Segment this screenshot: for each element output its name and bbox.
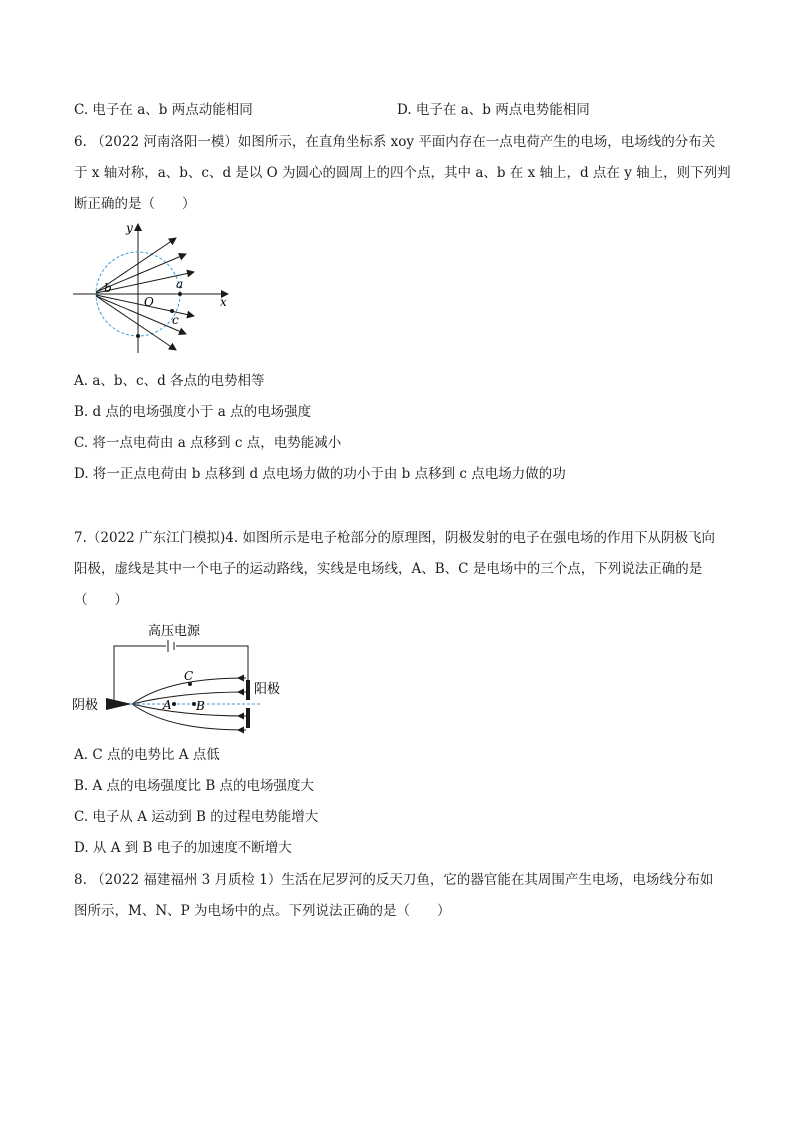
anode-plate-bottom <box>246 708 250 728</box>
q7-option-a: A. C 点的电势比 A 点低 <box>74 747 220 763</box>
q6-stem-line3: 断正确的是（ ） <box>74 196 196 212</box>
q7-stem-line3: （ ） <box>74 592 128 608</box>
label-C: C <box>184 669 194 683</box>
q7-option-b: B. A 点的电场强度比 B 点的电场强度大 <box>74 778 315 794</box>
q6-option-c: C. 将一点电荷由 a 点移到 c 点，电势能减小 <box>74 435 342 451</box>
point-a <box>178 292 182 296</box>
label-b: b <box>104 281 112 295</box>
q7-option-c: C. 电子从 A 运动到 B 的过程电势能增大 <box>74 809 319 825</box>
label-A: A <box>163 698 172 712</box>
cathode-label: 阴极 <box>72 698 99 713</box>
point-A <box>172 702 176 706</box>
high-voltage-source-label: 高压电源 <box>148 624 201 639</box>
q6-option-b: B. d 点的电场强度小于 a 点的电场强度 <box>74 404 312 420</box>
q6-option-a: A. a、b、c、d 各点的电势相等 <box>74 373 265 389</box>
anode-plate-top <box>246 680 250 700</box>
anode-label: 阳极 <box>254 682 280 697</box>
q7-option-d: D. 从 A 到 B 电子的加速度不断增大 <box>74 840 292 856</box>
q7-electron-gun-figure <box>70 618 280 738</box>
q6-option-d: D. 将一正点电荷由 b 点移到 d 点电场力做的功小于由 b 点移到 c 点电场力做的功 <box>74 466 566 482</box>
label-y: y <box>126 221 133 235</box>
label-B: B <box>196 699 205 713</box>
q7-stem-line1: 7.（2022 广东江门模拟)4. 如图所示是电子枪部分的原理图，阴极发射的电子在强电场的作用下从阴极飞向 <box>74 530 715 546</box>
q6-stem-line2: 于 x 轴对称，a、b、c、d 是以 O 为圆心的圆周上的四个点，其中 a、b 在 x 轴上，d 点在 y 轴上，则下列判 <box>74 165 731 181</box>
label-c: c <box>172 313 179 327</box>
point-d <box>136 334 140 338</box>
q6-field-figure <box>68 218 238 358</box>
q7-stem-line2: 阳极，虚线是其中一个电子的运动路线，实线是电场线，A、B、C 是电场中的三个点，下列说法正确的是 <box>74 561 703 577</box>
q8-stem-line2: 图所示，M、N、P 为电场中的点。下列说法正确的是（ ） <box>74 903 451 919</box>
q6-stem-line1: 6. （2022 河南洛阳一模）如图所示，在直角坐标系 xoy 平面内存在一点电荷产生的电场，电场线的分布关 <box>74 134 716 150</box>
q5-option-d: D. 电子在 a、b 两点电势能相同 <box>397 102 590 118</box>
label-O: O <box>144 295 154 309</box>
q5-option-c: C. 电子在 a、b 两点动能相同 <box>74 102 253 118</box>
q8-stem-line1: 8. （2022 福建福州 3 月质检 1）生活在尼罗河的反天刀鱼，它的器官能在其周围产生电场，电场线分布如 <box>74 872 714 888</box>
label-a: a <box>176 277 184 291</box>
label-x: x <box>220 295 227 309</box>
cathode-shape <box>106 698 132 710</box>
